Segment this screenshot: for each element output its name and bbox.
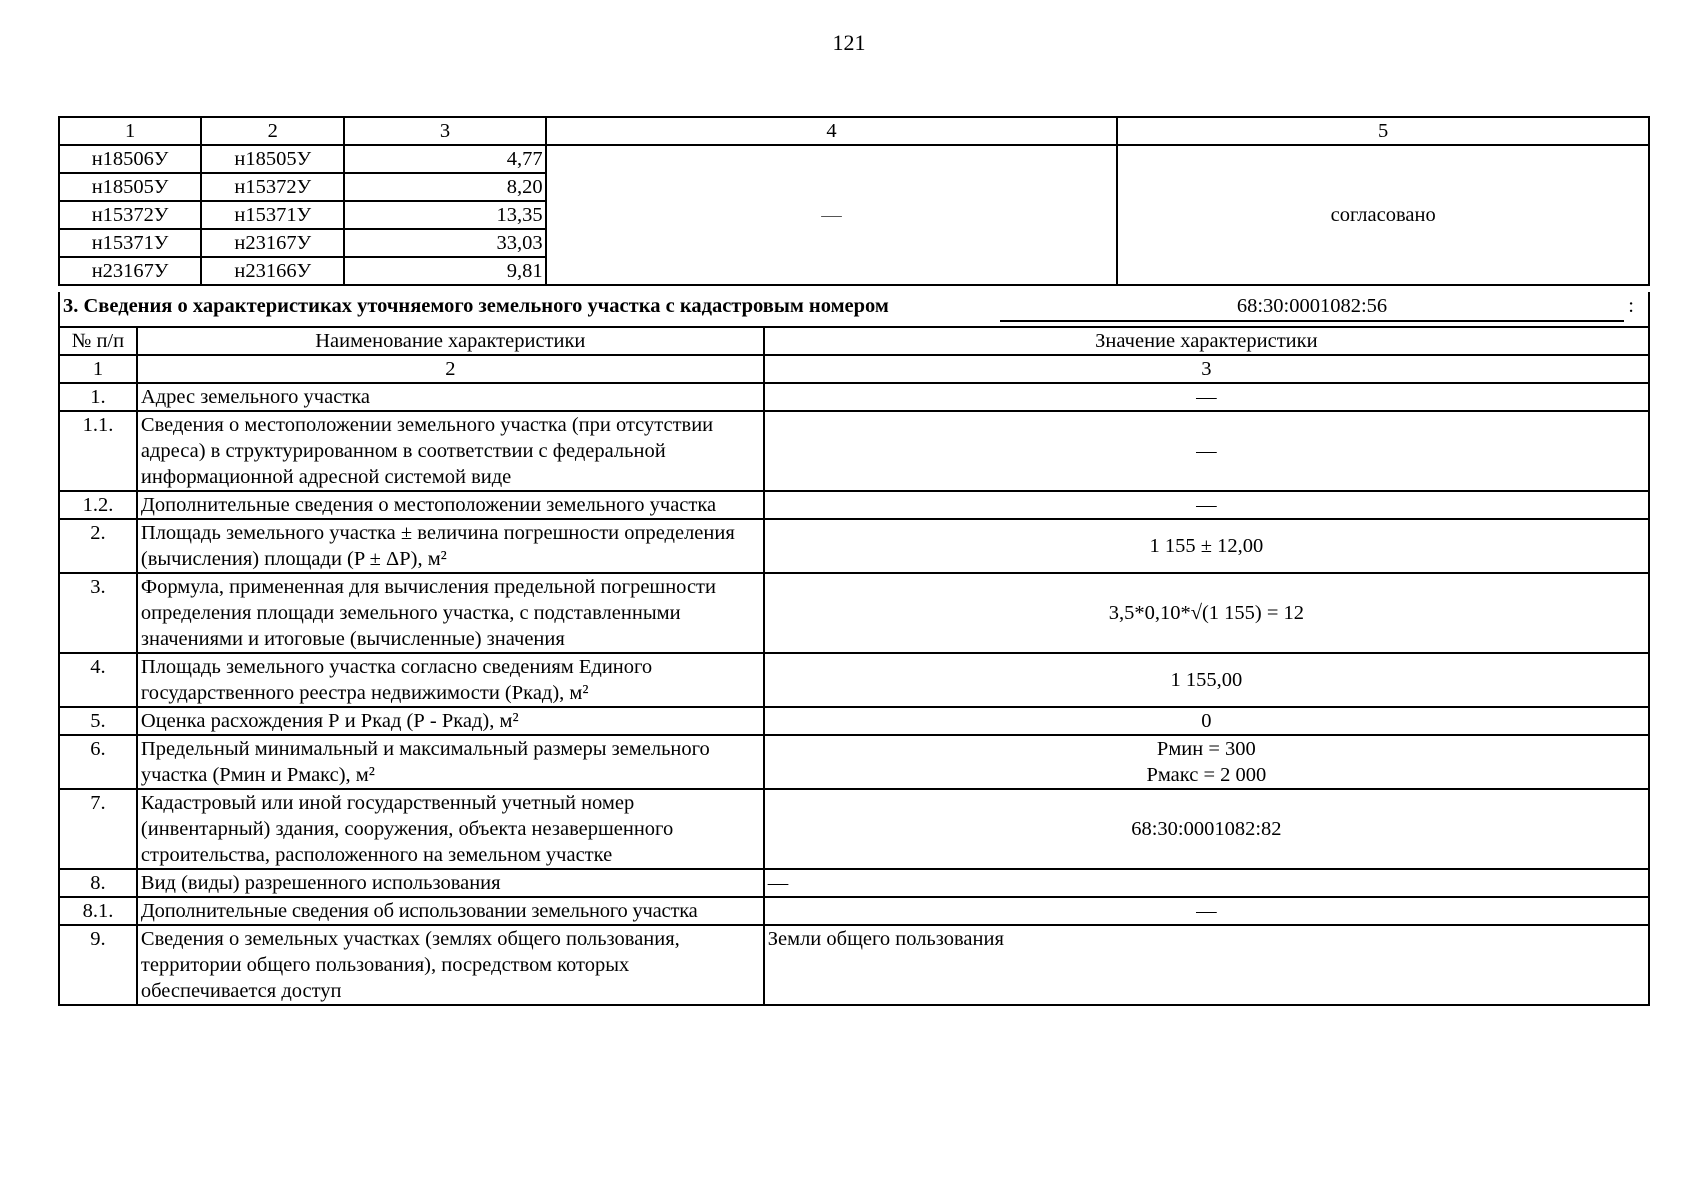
table-row	[59, 519, 1649, 573]
point-from: н18506У	[59, 145, 201, 173]
distance-value: 4,77	[344, 145, 545, 173]
header-cell: 1	[59, 117, 201, 145]
point-from: н23167У	[59, 257, 201, 285]
column-numbers-row	[59, 355, 1649, 383]
row-number: 8.	[59, 869, 137, 897]
characteristic-value: Земли общего пользования	[764, 925, 1649, 1005]
table-row	[59, 653, 1649, 707]
characteristic-name: Дополнительные сведения о местоположении земельного участка	[137, 491, 764, 519]
characteristic-value: 68:30:0001082:82	[764, 789, 1649, 869]
distance-value: 33,03	[344, 229, 545, 257]
header-cell: 5	[1117, 117, 1649, 145]
header-cell: 4	[546, 117, 1118, 145]
characteristic-name: Сведения о местоположении земельного участка (при отсутствии адреса) в структурированном в соответствии с федеральной информационной адресной системой виде	[137, 411, 764, 491]
row-number: 1.2.	[59, 491, 137, 519]
table-header-row	[59, 327, 1649, 355]
boundary-table	[58, 116, 1650, 286]
table-row	[59, 735, 1649, 789]
approval-status: согласовано	[1117, 145, 1649, 285]
header-cell: 2	[201, 117, 344, 145]
page-number: 121	[832, 30, 866, 55]
point-from: н15372У	[59, 201, 201, 229]
header-cell: 3	[344, 117, 545, 145]
row-number: 7.	[59, 789, 137, 869]
header-number: № п/п	[59, 327, 137, 355]
row-number: 3.	[59, 573, 137, 653]
section-colon: :	[1628, 295, 1634, 317]
characteristic-name: Оценка расхождения Р и Ркад (Р - Ркад), м²	[137, 707, 764, 735]
characteristic-value: 1 155 ± 12,00	[764, 519, 1649, 573]
point-from: н18505У	[59, 173, 201, 201]
row-number: 4.	[59, 653, 137, 707]
characteristic-name: Площадь земельного участка согласно сведениям Единого государственного реестра недвижимости (Ркад), м²	[137, 653, 764, 707]
table-row	[59, 383, 1649, 411]
characteristic-name: Вид (виды) разрешенного использования	[137, 869, 764, 897]
characteristic-name: Формула, примененная для вычисления предельной погрешности определения площади земельного участка, с подставленными значениями и итоговые (вычисленные) значения	[137, 573, 764, 653]
point-to: н18505У	[201, 145, 344, 173]
header-name: Наименование характеристики	[137, 327, 764, 355]
table-row	[59, 411, 1649, 491]
max-size-value: Рмакс = 2 000	[1146, 764, 1267, 786]
characteristic-value: 3,5*0,10*√(1 155) = 12	[764, 573, 1649, 653]
row-number: 1.	[59, 383, 137, 411]
characteristic-value: —	[764, 897, 1649, 925]
characteristic-value: —	[764, 411, 1649, 491]
header-value: Значение характеристики	[764, 327, 1649, 355]
row-number: 6.	[59, 735, 137, 789]
point-to: н23166У	[201, 257, 344, 285]
characteristics-table	[58, 326, 1650, 1006]
row-number: 5.	[59, 707, 137, 735]
table-row	[59, 491, 1649, 519]
point-to: н15371У	[201, 201, 344, 229]
point-from: н15371У	[59, 229, 201, 257]
characteristic-name: Предельный минимальный и максимальный размеры земельного участка (Рмин и Рмакс), м²	[137, 735, 764, 789]
characteristic-value: 0	[764, 707, 1649, 735]
distance-value: 9,81	[344, 257, 545, 285]
distance-value: 8,20	[344, 173, 545, 201]
table-row	[59, 925, 1649, 1005]
characteristic-name: Адрес земельного участка	[137, 383, 764, 411]
table-row	[59, 897, 1649, 925]
table-row	[59, 145, 1649, 173]
table-header-row	[59, 117, 1649, 145]
characteristic-value: —	[764, 869, 1649, 897]
characteristic-name: Кадастровый или иной государственный учетный номер (инвентарный) здания, сооружения, объекта незавершенного строительства, расположенного на земельном участке	[137, 789, 764, 869]
section-3-header	[58, 292, 1650, 326]
column-number: 2	[137, 355, 764, 383]
characteristic-name: Сведения о земельных участках (землях общего пользования, территории общего пользования), посредством которых обеспечивается доступ	[137, 925, 764, 1005]
characteristic-value: 1 155,00	[764, 653, 1649, 707]
row-number: 9.	[59, 925, 137, 1005]
characteristic-name: Площадь земельного участка ± величина погрешности определения (вычисления) площади (P ± ΔP), м²	[137, 519, 764, 573]
row-number: 1.1.	[59, 411, 137, 491]
column-number: 3	[764, 355, 1649, 383]
row-number: 2.	[59, 519, 137, 573]
table-row	[59, 869, 1649, 897]
col4-value: —	[546, 145, 1118, 285]
characteristic-value	[764, 735, 1649, 789]
table-row	[59, 707, 1649, 735]
characteristic-value: —	[764, 383, 1649, 411]
cadastral-number: 68:30:0001082:56	[1000, 292, 1624, 322]
point-to: н23167У	[201, 229, 344, 257]
point-to: н15372У	[201, 173, 344, 201]
table-row	[59, 573, 1649, 653]
column-number: 1	[59, 355, 137, 383]
row-number: 8.1.	[59, 897, 137, 925]
table-row	[59, 789, 1649, 869]
section-title: 3. Сведения о характеристиках уточняемого земельного участка с кадастровым номером	[63, 295, 889, 317]
characteristic-value: —	[764, 491, 1649, 519]
distance-value: 13,35	[344, 201, 545, 229]
characteristic-name: Дополнительные сведения об использовании земельного участка	[137, 897, 764, 925]
min-size-value: Рмин = 300	[1156, 738, 1256, 760]
